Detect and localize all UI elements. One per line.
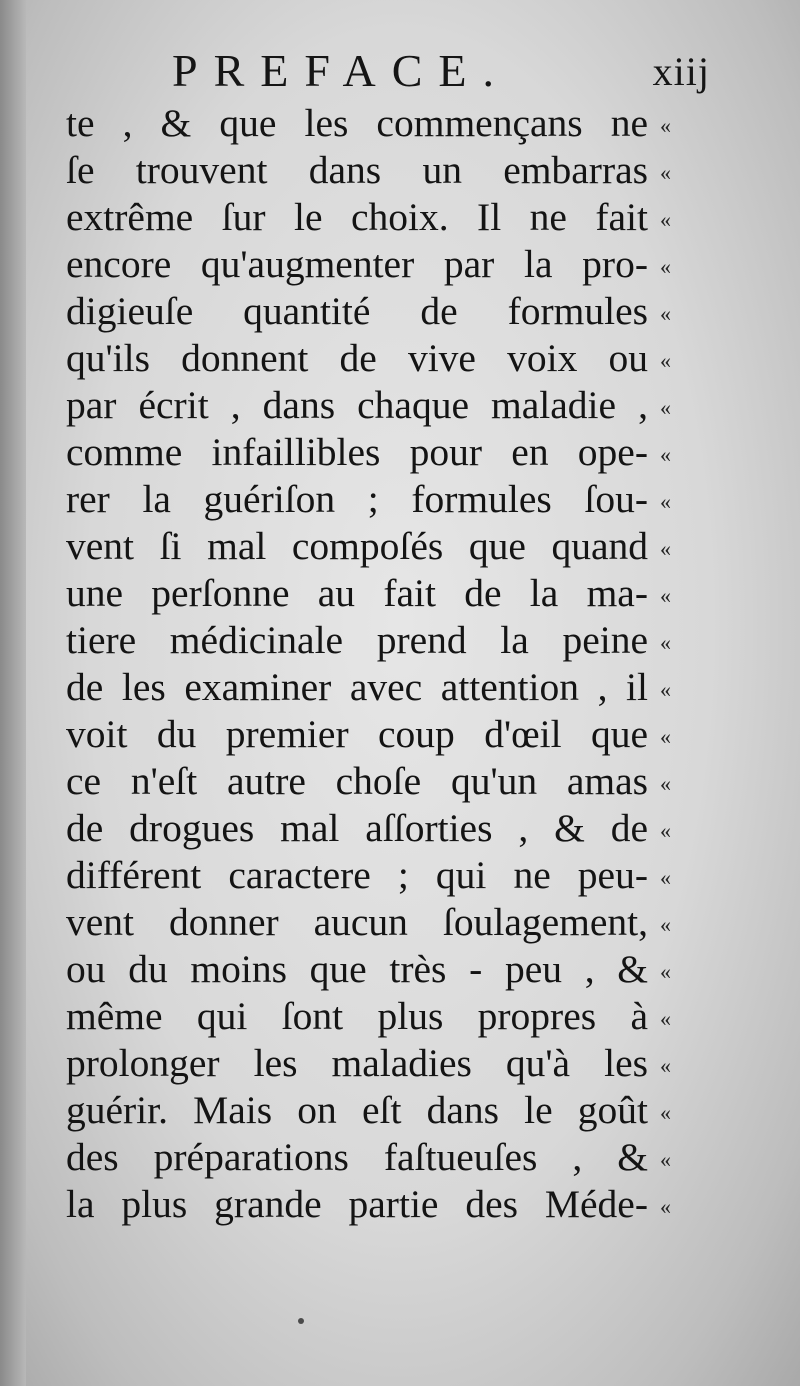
quotation-mark: «: [660, 677, 669, 702]
line-text: même qui ſont plus propres à: [66, 994, 648, 1038]
text-line: [66, 194, 726, 241]
quotation-mark: «: [660, 301, 669, 326]
line-text: par écrit , dans chaque maladie ,: [66, 383, 648, 427]
text-line: [66, 476, 726, 523]
line-text: te , & que les commençans ne: [66, 101, 648, 145]
quotation-mark: «: [660, 160, 669, 185]
line-text: une perſonne au fait de la ma-: [66, 571, 648, 615]
line-text: vent donner aucun ſoulagement,: [66, 900, 648, 944]
line-text: comme infaillibles pour en ope-: [66, 430, 648, 474]
quotation-mark: «: [660, 1147, 669, 1172]
line-text: voit du premier coup d'œil que: [66, 712, 648, 756]
line-text: prolonger les maladies qu'à les: [66, 1041, 648, 1085]
quotation-mark: «: [660, 771, 669, 796]
text-line: [66, 100, 726, 147]
quotation-mark: «: [660, 630, 669, 655]
page-number: xiij: [652, 49, 710, 94]
text-line: [66, 241, 726, 288]
quotation-mark: «: [660, 395, 669, 420]
body-text: [66, 100, 726, 1228]
line-text: ce n'eſt autre choſe qu'un amas: [66, 759, 648, 803]
quotation-mark: «: [660, 1006, 669, 1031]
line-text: de les examiner avec attention , il: [66, 665, 648, 709]
text-line: [66, 335, 726, 382]
text-line: [66, 1181, 726, 1228]
text-line: [66, 570, 726, 617]
line-text: digieuſe quantité de formules: [66, 289, 648, 333]
line-text: extrême ſur le choix. Il ne fait: [66, 195, 648, 239]
text-line: [66, 946, 726, 993]
text-line: [66, 147, 726, 194]
line-text: rer la guériſon ; formules ſou-: [66, 477, 648, 521]
quotation-mark: «: [660, 442, 669, 467]
quotation-mark: «: [660, 536, 669, 561]
line-text: la plus grande partie des Méde-: [66, 1182, 648, 1226]
quotation-mark: «: [660, 818, 669, 843]
quotation-mark: «: [660, 1100, 669, 1125]
quotation-mark: «: [660, 207, 669, 232]
text-line: [66, 288, 726, 335]
quotation-mark: «: [660, 912, 669, 937]
line-text: tiere médicinale prend la peine: [66, 618, 648, 662]
line-text: des préparations faſtueuſes , &: [66, 1135, 648, 1179]
text-line: [66, 852, 726, 899]
text-line: [66, 1134, 726, 1181]
text-line: [66, 758, 726, 805]
text-line: [66, 1087, 726, 1134]
paper-speck: [298, 1318, 304, 1324]
running-header: [60, 44, 710, 104]
quotation-mark: «: [660, 583, 669, 608]
line-text: qu'ils donnent de vive voix ou: [66, 336, 648, 380]
page-binding-edge: [0, 0, 26, 1386]
line-text: de drogues mal aſſorties , & de: [66, 806, 648, 850]
quotation-mark: «: [660, 348, 669, 373]
quotation-mark: «: [660, 1194, 669, 1219]
line-text: différent caractere ; qui ne peu-: [66, 853, 648, 897]
line-text: encore qu'augmenter par la pro-: [66, 242, 648, 286]
text-line: [66, 664, 726, 711]
text-line: [66, 899, 726, 946]
line-text: vent ſi mal compoſés que quand: [66, 524, 648, 568]
quotation-mark: «: [660, 865, 669, 890]
text-line: [66, 617, 726, 664]
text-line: [66, 1040, 726, 1087]
quotation-mark: «: [660, 1053, 669, 1078]
quotation-mark: «: [660, 113, 669, 138]
line-text: ſe trouvent dans un embarras: [66, 148, 648, 192]
text-line: [66, 523, 726, 570]
text-line: [66, 711, 726, 758]
text-line: [66, 429, 726, 476]
text-line: [66, 993, 726, 1040]
line-text: guérir. Mais on eſt dans le goût: [66, 1088, 648, 1132]
header-title: PREFACE.: [172, 45, 511, 96]
text-line: [66, 382, 726, 429]
text-line: [66, 805, 726, 852]
quotation-mark: «: [660, 724, 669, 749]
quotation-mark: «: [660, 959, 669, 984]
line-text: ou du moins que très - peu , &: [66, 947, 648, 991]
quotation-mark: «: [660, 489, 669, 514]
quotation-mark: «: [660, 254, 669, 279]
